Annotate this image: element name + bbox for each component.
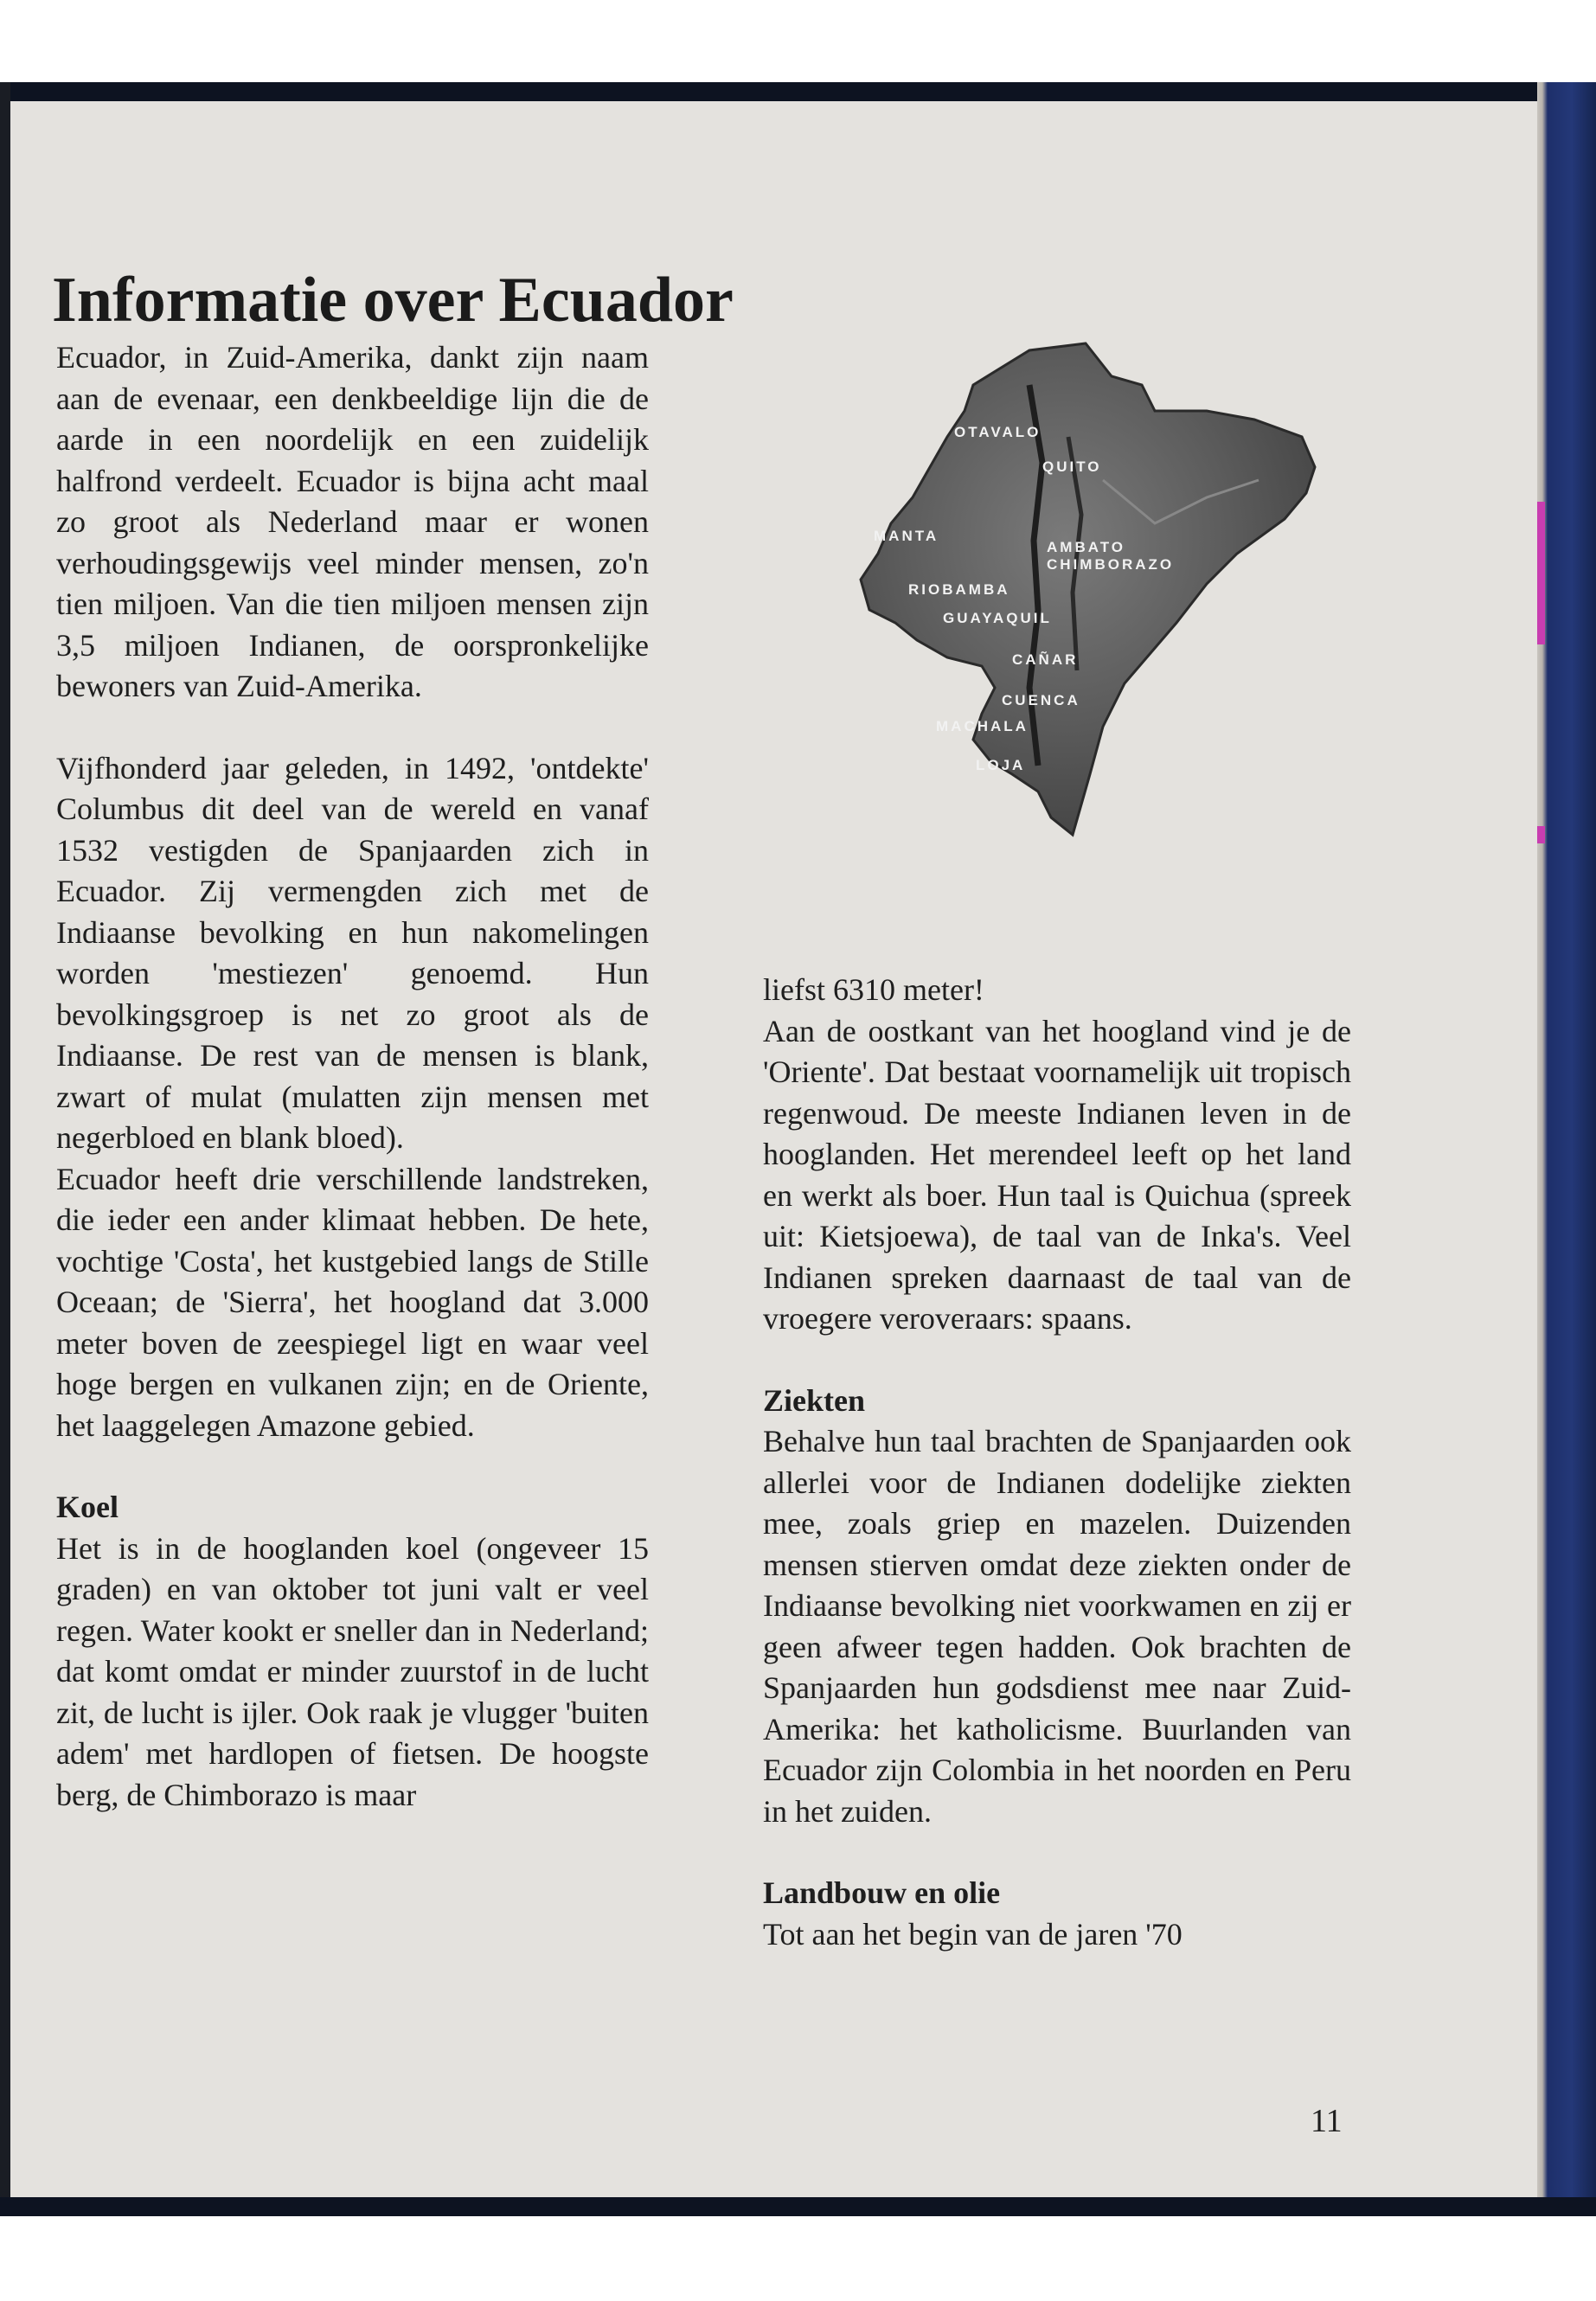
city-label-guayaquil: GUAYAQUIL: [943, 610, 1052, 626]
city-label-loja: LOJA: [976, 757, 1026, 773]
city-label-otavalo: OTAVALO: [954, 424, 1042, 440]
book-top-edge: [0, 82, 1596, 101]
page-marker-tab: [1537, 502, 1545, 644]
right-column: [763, 970, 1351, 1955]
city-label-chimborazo: CHIMBORAZO: [1047, 556, 1175, 573]
city-label-quito: QUITO: [1042, 458, 1102, 475]
city-label-ambato: AMBATO: [1047, 539, 1126, 555]
ziekten-paragraph: Behalve hun taal brachten de Spanjaarden ook allerlei voor de Indianen dodelijke ziekten mee, zoals griep en mazelen. Duizenden mensen stierven omdat deze ziekten onder de Indiaanse bevolking niet voorkwamen en zij er geen afweer tegen hadden. Ook brachten de Spanjaarden hun godsdienst mee naar Zuid-Amerika: het katholicisme. Buurlanden van Ecuador zijn Colombia in het noorden en Peru in het zuiden.: [763, 1424, 1351, 1829]
page-marker-tab: [1537, 826, 1545, 843]
scan-top-margin: [0, 0, 1596, 82]
book-left-edge: [0, 82, 10, 2216]
oriente-paragraph: Aan de oostkant van het hoogland vind je de 'Oriente'. Dat bestaat voornamelijk uit tropisch regenwoud. De meeste Indianen leven in de hooglanden. Het merendeel leeft op het land en werkt als boer. Hun taal is Quichua (spreek uit: Kietsjoewa), de taal van de Inka's. Veel Indianen spreken daarnaast de taal van de vroegere veroveraars: spaans.: [763, 1013, 1351, 1336]
ecuador-map: [843, 324, 1341, 865]
section-heading-ziekten: Ziekten: [763, 1382, 866, 1418]
left-column: [56, 337, 649, 1816]
scan-bottom-margin: [0, 2197, 1596, 2301]
chimborazo-height: liefst 6310 meter!: [763, 972, 984, 1007]
book-bottom-edge: [0, 2197, 1596, 2216]
city-label-riobamba: RIOBAMBA: [908, 581, 1010, 598]
city-label-machala: MACHALA: [936, 718, 1029, 734]
history-paragraph: Vijfhonderd jaar geleden, in 1492, 'ontdekte' Columbus dit deel van de wereld en vanaf 1532 vestigden de Spanjaarden zich in Ecuador. Zij vermengden zich met de Indiaanse bevolking en hun nakomelingen worden 'mestiezen' genoemd. Hun bevolkingsgroep is net zo groot als de Indiaanse. De rest van de mensen is blank, zwart of mulat (mulatten zijn mensen met negerbloed en blank bloed).: [56, 750, 649, 1155]
section-heading-koel: Koel: [56, 1490, 119, 1524]
section-heading-landbouw: Landbouw en olie: [763, 1875, 1001, 1910]
regions-paragraph: Ecuador heeft drie verschillende landstreken, die ieder een ander klimaat hebben. De hete, vochtige 'Costa', het kustgebied langs de Stille Oceaan; de 'Sierra', het hoogland dat 3.000 meter boven de zeespiegel ligt en waar veel hoge bergen en vulkanen zijn; en de Oriente, het laaggelegen Amazone gebied.: [56, 1161, 649, 1443]
koel-paragraph: Het is in de hooglanden koel (ongeveer 15 graden) en van oktober tot juni valt er veel regen. Water kookt er sneller dan in Nederland; dat komt omdat er minder zuurstof in de lucht zit, de lucht is ijler. Ook raak je vlugger 'buiten adem' met hardlopen of fietsen. De hoogste berg, de Chimborazo is maar: [56, 1530, 649, 1812]
page-title: Informatie over Ecuador: [52, 265, 734, 336]
city-label-cuenca: CUENCA: [1002, 692, 1080, 708]
intro-paragraph: Ecuador, in Zuid-Amerika, dankt zijn naam aan de evenaar, een denkbeeldige lijn die de aarde in een noordelijk en een zuidelijk halfrond verdeelt. Ecuador is bijna acht maal zo groot als Nederland maar er wonen verhoudingsgewijs veel minder mensen, zo'n tien miljoen. Van die tien miljoen mensen zijn 3,5 miljoen Indianen, de oorspronkelijke bewoners van Zuid-Amerika.: [56, 340, 649, 703]
page-number: 11: [1311, 2103, 1343, 2139]
city-label-canar: CAÑAR: [1012, 651, 1079, 668]
book-cover-edge: [1537, 82, 1596, 2216]
landbouw-paragraph: Tot aan het begin van de jaren '70: [763, 1916, 1183, 1952]
city-label-manta: MANTA: [874, 528, 939, 544]
